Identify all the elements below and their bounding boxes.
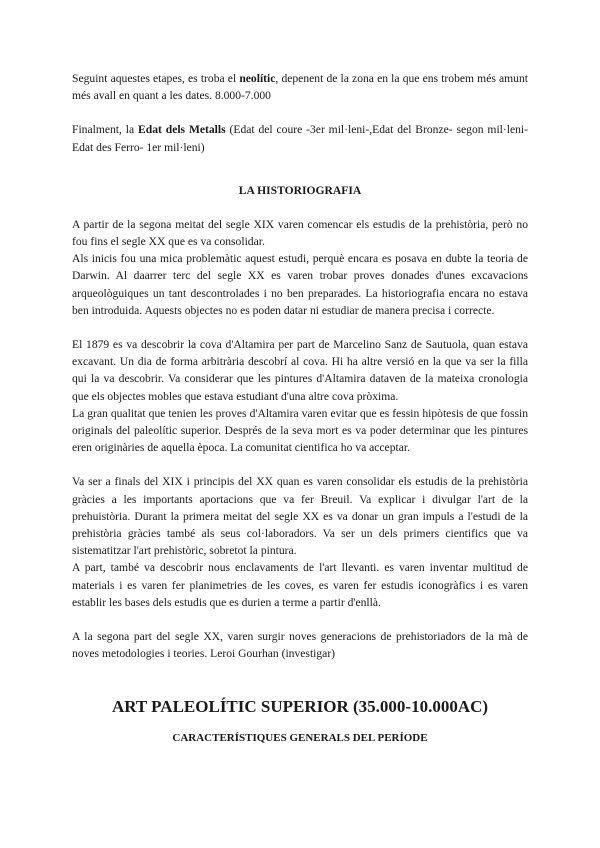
bold-term-neolitic: neolític [239,72,276,85]
paragraph-breuil-2: A part, també va descobrir nous enclavaments de l'art llevanti. es varen inventar multitud de materials i es varen fer planimetries de les coves, es varen fer estudis iconogràfics i es varen establir les bases dels estudis que es durien a terme a partir d'enllà. [72,561,528,609]
heading-historiografia: LA HISTORIOGRAFIA [238,183,362,197]
heading-art-paleolitic: ART PALEOLÍTIC SUPERIOR (35.000-10.000AC) [111,697,489,717]
paragraph-edat-metalls: Finalment, la Edat dels Metalls (Edat del coure -3er mil·leni-,Edat del Bronze- segon mil·leni- Edat des Ferro- 1er mil·leni) [72,123,528,154]
paragraph-historiografia-2: Als inicis fou una mica problemàtic aquest estudi, perquè encara es posava en dubte la teoria de Darwin. Al daarrer terc del segle XX es varen trobar proves donades d'unes excavacions arqueològuiques un tant descontrolades i no ben preparades. La historiografia encara no estava ben introduida. Aquests objectes no es poden datar ni estudiar de manera precisa i correcte. [72,252,528,317]
paragraph-historiografia-1: A partir de la segona meitat del segle XIX varen comencar els estudis de la prehistòria, però no fou fins el segle XX que es va consolidar. [72,217,528,249]
paragraph-altamira-2: La gran qualitat que tenien les proves d'Altamira varen evitar que es fessin hipòtesis de que fossin originals del paleolític superior. Després de la seva mort es va poder determinar que les pintures eren originàries de aquella època. La comunitat cientifica ho va acceptar. [72,406,528,455]
document-page [72,70,528,746]
bold-term-edat-metalls: Edat dels Metalls [138,123,226,137]
paragraph-altamira-1: El 1879 es va descobrir la cova d'Altamira per part de Marcelino Sanz de Sautuola, quan estava excavant. Un dia de forma arbitrària descobrí al cova. Hi ha altre versió en la que va ser la filla qui la va descobrir. Va considerar que les pintures d'Altamira dataven de la mateixa cronologia que els objectes mobles que estava estudiant d'una altre cova pròxima. [72,338,528,403]
paragraph-breuil-1: Va ser a finals del XIX i principis del XX quan es varen consolidar els estudis de la prehistòria gràcies a les importants aportacions que va fer Breuil. Va explicar i divulgar l'art de la prehuistòria. Durant la primera meitat del segle XX es va donar un gran impuls a l'estudi de la prehistòria gràcies també als seus col·laboradors. Va ser un dels primers cientifics que va sistematitzar l'art prehistòric, sobretot la pintura. [72,475,528,558]
paragraph-segle-xx: A la segona part del segle XX, varen surgir noves generacions de prehistoriadors de la mà de noves metodologies i teories. Leroi Gourhan (investigar) [72,630,528,661]
paragraph-neolitic: Seguint aquestes etapes, es troba el neolític, depenent de la zona en la que ens trobem més amunt més avall en quant a les dates. 8.000-7.000 [72,72,528,103]
heading-caracteristiques: CARACTERÍSTIQUES GENERALS DEL PERÍODE [172,732,428,745]
